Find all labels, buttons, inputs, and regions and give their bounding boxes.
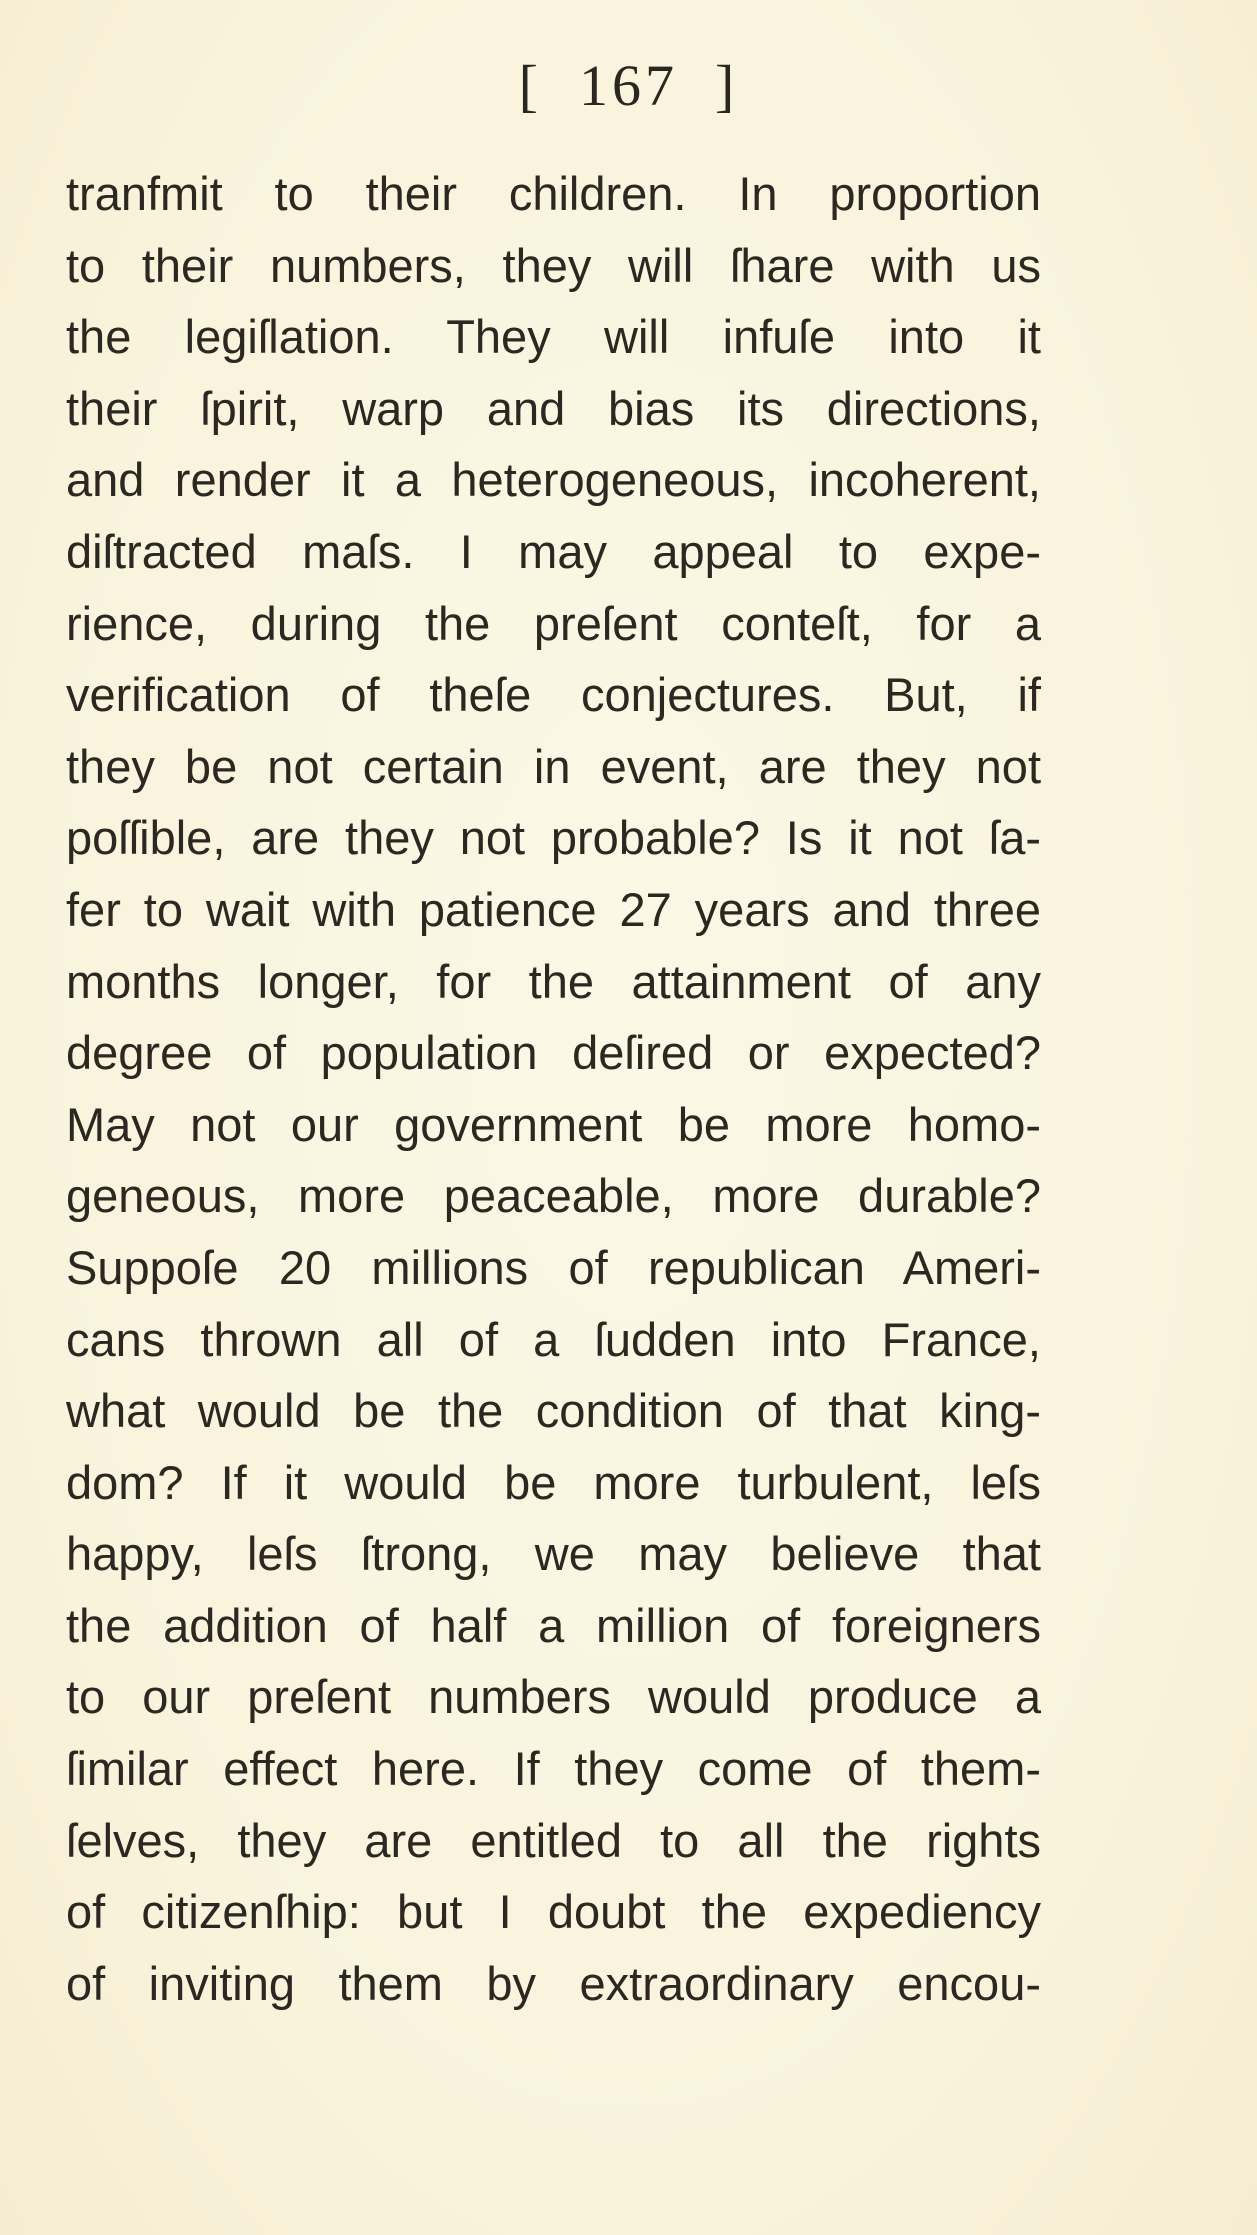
text-line: fer to wait with patience 27 years and three [66,882,1041,936]
text-line: ſimilar effect here. If they come of them- [66,1742,1041,1796]
text-line: diſtracted maſs. I may appeal to expe- [66,524,1041,578]
text-line: cans thrown all of a ſudden into France, [66,1312,1041,1366]
text-line: poſſible, are they not probable? Is it not ſa- [66,811,1041,865]
text-line: their ſpirit, warp and bias its directions, [66,381,1041,435]
text-line: of inviting them by extraordinary encou- [66,1956,1041,2010]
text-line: the legiſlation. They will infuſe into it [66,310,1041,364]
text-line: degree of population deſired or expected? [66,1026,1041,1080]
text-line: rience, during the preſent conteſt, for a [66,596,1041,650]
text-line: the addition of half a million of foreigners [66,1598,1041,1652]
text-line: ſelves, they are entitled to all the rights [66,1813,1041,1867]
text-line: to our preſent numbers would produce a [66,1670,1041,1724]
text-line: verification of theſe conjectures. But, if [66,668,1041,722]
body-text [66,158,1041,2019]
text-line: they be not certain in event, are they not [66,739,1041,793]
text-line: of citizenſhip: but I doubt the expediency [66,1885,1041,1939]
page-number-header: [ 167 ] [518,53,739,118]
text-line: what would be the condition of that king- [66,1384,1041,1438]
text-line: tranfmit to their children. In proportion [66,167,1041,220]
text-line: happy, leſs ſtrong, we may believe that [66,1527,1041,1581]
text-line: to their numbers, they will ſhare with us [66,238,1041,292]
text-line: dom? If it would be more turbulent, leſs [66,1455,1041,1509]
text-line: Suppoſe 20 millions of republican Ameri- [66,1240,1041,1294]
text-line: geneous, more peaceable, more durable? [66,1169,1041,1223]
text-line: months longer, for the attainment of any [66,954,1041,1008]
text-line: May not our government be more homo- [66,1097,1041,1151]
text-line: and render it a heterogeneous, incoherent, [66,453,1041,507]
